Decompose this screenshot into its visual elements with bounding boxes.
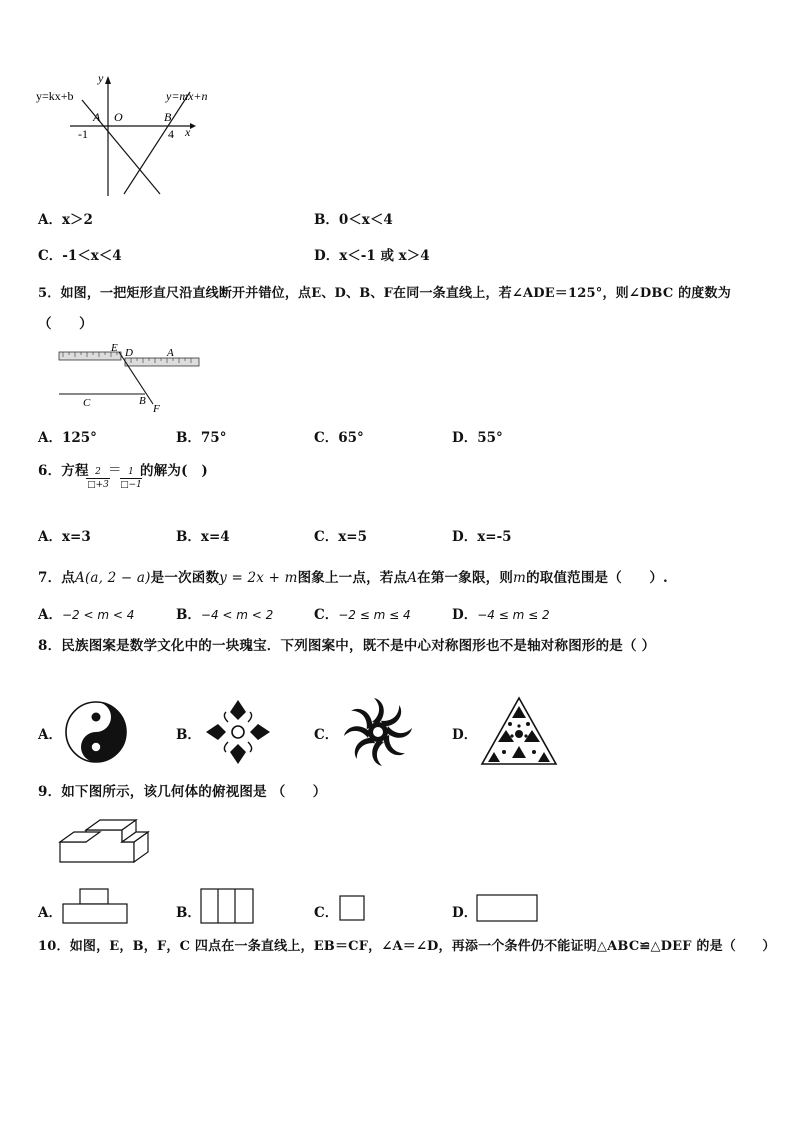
q4-option-c[interactable]: C．-1＜x＜4 xyxy=(38,248,122,264)
q7-option-b-math: −4 < m < 2 xyxy=(200,608,274,622)
swirl-flower-icon xyxy=(342,696,414,768)
label-y: y xyxy=(98,71,104,85)
q6-option-b[interactable]: B．x=4 xyxy=(176,529,230,545)
q7-p1: 7．点 xyxy=(38,570,75,586)
fig-a: A xyxy=(167,347,174,359)
q6-prefix: 6．方程 xyxy=(38,463,89,479)
q6-frac1-num: 2 xyxy=(95,467,101,477)
fig-d: D xyxy=(125,347,133,359)
q6-frac2 xyxy=(120,466,142,491)
q7-point-a: A xyxy=(407,570,418,586)
label-line2: y=mx+n xyxy=(166,89,208,103)
fig-e: E xyxy=(111,342,118,354)
q4-option-d[interactable]: D．x＜-1 或 x＞4 xyxy=(314,248,430,264)
q7-option-c-prefix: C． xyxy=(314,607,339,623)
fig-f: F xyxy=(153,403,160,415)
label-a: A xyxy=(93,110,101,124)
q7-option-d-prefix: D． xyxy=(452,607,478,623)
q7-stem xyxy=(38,566,668,586)
q5-option-d[interactable]: D．55° xyxy=(452,430,503,446)
fig-b: B xyxy=(139,395,146,407)
fig-c: C xyxy=(83,397,91,409)
triangle-pattern-icon xyxy=(480,696,558,766)
q8-option-b[interactable]: B． xyxy=(176,727,201,743)
q5-stem-line2: （ ） xyxy=(38,316,93,332)
q7-option-c[interactable] xyxy=(314,603,411,623)
ruler-top-right xyxy=(125,358,199,366)
q7-option-c-math: −2 ≤ m ≤ 4 xyxy=(338,608,411,622)
q7-p2: 是一次函数 xyxy=(150,570,220,586)
q4-option-a[interactable]: A．x＞2 xyxy=(38,212,93,228)
q9-option-d-view xyxy=(476,894,538,922)
label-line1: y=kx+b xyxy=(36,89,74,103)
q5-option-c[interactable]: C．65° xyxy=(314,430,364,446)
q5-stem-line1: 5．如图，一把矩形直尺沿直线断开并错位，点E、D、B、F在同一条直线上，若∠ADE＝125°，则∠DBC 的度数为 xyxy=(38,286,731,301)
q8-option-c[interactable]: C． xyxy=(314,727,339,743)
q5-option-b[interactable]: B．75° xyxy=(176,430,227,446)
q8-option-d[interactable]: D． xyxy=(452,727,478,743)
q6-frac1-den: □+3 xyxy=(87,480,109,490)
q7-option-a-math: −2 < m < 4 xyxy=(61,608,135,622)
q5-option-a[interactable]: A．125° xyxy=(38,430,97,446)
q7-p5: 的取值范围是（ ）. xyxy=(526,570,668,586)
q4-graph xyxy=(30,70,230,200)
q7-p4: 在第一象限，则 xyxy=(417,570,514,586)
tick-4: 4 xyxy=(168,127,174,141)
q7-p3: 图象上一点，若点 xyxy=(297,570,408,586)
q7-function: y = 2x + m xyxy=(219,570,298,586)
four-petal-pattern-icon xyxy=(204,698,272,766)
q5-ruler-figure xyxy=(55,342,215,414)
q7-option-d-math: −4 ≤ m ≤ 2 xyxy=(477,608,550,622)
q9-stem: 9．如下图所示，该几何体的俯视图是 （ ） xyxy=(38,784,327,800)
q6-option-c[interactable]: C．x=5 xyxy=(314,529,367,545)
tick-neg1: -1 xyxy=(78,127,88,141)
q7-option-b[interactable] xyxy=(176,603,273,623)
x-axis-arrow xyxy=(190,123,196,129)
q7-point: A(a, 2 − a) xyxy=(75,570,151,586)
q8-option-a[interactable]: A． xyxy=(38,727,62,743)
q8-stem: 8．民族图案是数学文化中的一块瑰宝．下列图案中，既不是中心对称图形也不是轴对称图形的是（ ） xyxy=(38,638,656,654)
q9-option-b[interactable]: B． xyxy=(176,905,201,921)
label-o: O xyxy=(114,110,123,124)
q9-option-a-view xyxy=(62,888,128,924)
q7-option-d[interactable] xyxy=(452,603,550,623)
q7-option-a[interactable] xyxy=(38,603,134,623)
line-mx-n xyxy=(124,92,190,194)
q6-option-a[interactable]: A．x=3 xyxy=(38,529,91,545)
q6-frac2-num: 1 xyxy=(128,467,134,477)
label-x: x xyxy=(185,125,191,139)
q6-frac2-den: □−1 xyxy=(120,480,142,490)
q7-m: m xyxy=(513,570,527,586)
q7-option-a-prefix: A． xyxy=(38,607,62,623)
q9-option-a[interactable]: A． xyxy=(38,905,62,921)
q9-solid-figure xyxy=(58,818,158,866)
q6-option-d[interactable]: D．x=-5 xyxy=(452,529,512,545)
q10-stem: 10．如图，E，B，F，C 四点在一条直线上，EB＝CF，∠A＝∠D，再添一个条件仍不能证明△ABC≌△DEF 的是（ ） xyxy=(38,939,776,954)
label-b: B xyxy=(164,110,172,124)
q7-option-b-prefix: B． xyxy=(176,607,201,623)
q9-option-c[interactable]: C． xyxy=(314,905,339,921)
yin-yang-icon xyxy=(64,700,128,764)
q9-option-c-view xyxy=(339,895,365,921)
q6-frac1 xyxy=(86,466,110,491)
q9-option-b-view xyxy=(200,888,254,924)
y-axis-arrow xyxy=(105,76,111,84)
q4-option-b[interactable]: B．0＜x＜4 xyxy=(314,212,393,228)
q9-option-d[interactable]: D． xyxy=(452,905,478,921)
q6-suffix: 的解为( ) xyxy=(140,463,208,479)
q6-equals: ＝ xyxy=(108,462,122,478)
